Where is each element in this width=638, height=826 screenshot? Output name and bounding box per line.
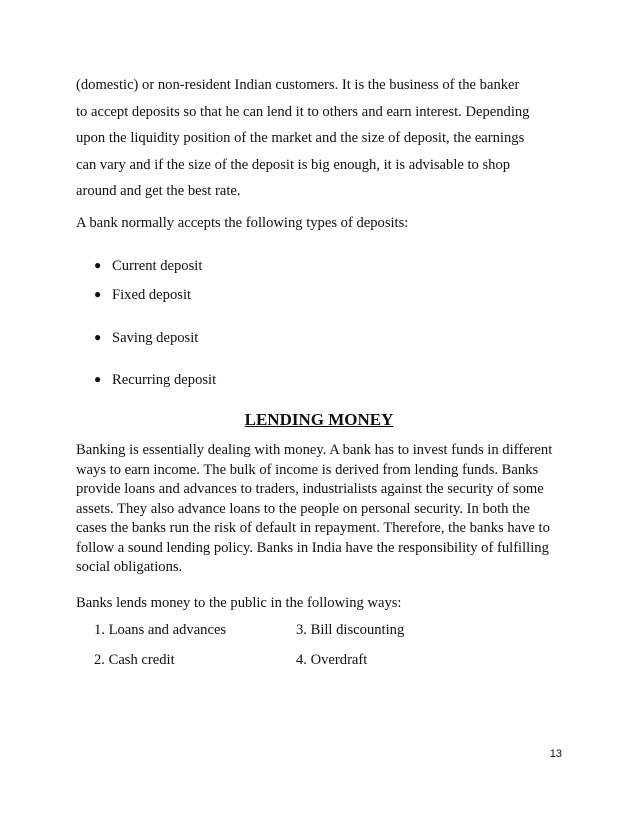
text-line: social obligations. — [76, 559, 183, 575]
lending-paragraph — [76, 441, 562, 578]
list-item — [94, 287, 191, 304]
section-heading: LENDING MONEY — [244, 410, 394, 429]
lending-way-item: 3. Bill discounting — [296, 622, 405, 638]
text-line: Banking is essentially dealing with money. A bank has to invest funds in different — [76, 442, 553, 458]
text-line: around and get the best rate. — [76, 183, 241, 199]
bullet-icon: ● — [94, 258, 102, 272]
lending-ways-intro: Banks lends money to the public in the following ways: — [76, 595, 402, 611]
text-line: assets. They also advance loans to the people on personal security. In both the — [76, 500, 530, 517]
text-line: ways to earn income. The bulk of income is derived from lending funds. Banks — [76, 461, 539, 478]
deposits-paragraph — [76, 72, 546, 205]
lending-way-item: 2. Cash credit — [94, 652, 175, 668]
list-item — [94, 372, 216, 389]
lending-way-item: 4. Overdraft — [296, 652, 368, 668]
list-item-label: Saving deposit — [112, 330, 199, 346]
lending-way-item: 1. Loans and advances — [94, 622, 227, 638]
list-item-label: Fixed deposit — [112, 287, 192, 303]
bullet-icon: ● — [94, 330, 102, 344]
text-line: upon the liquidity position of the market and the size of deposit, the earnings — [76, 130, 525, 146]
deposit-types-intro: A bank normally accepts the following types of deposits: — [76, 215, 409, 231]
page-number: 13 — [549, 748, 562, 760]
text-line: (domestic) or non-resident Indian customers. It is the business of the banker — [76, 77, 520, 93]
list-item — [94, 258, 202, 275]
text-line: cases the banks run the risk of default in repayment. Therefore, the banks have to — [76, 520, 550, 536]
text-line: to accept deposits so that he can lend it to others and earn interest. Depending — [76, 103, 530, 120]
list-item — [94, 330, 198, 347]
text-line: can vary and if the size of the deposit is big enough, it is advisable to shop — [76, 156, 511, 173]
text-line: provide loans and advances to traders, industrialists against the security of some — [76, 481, 544, 497]
list-item-label: Recurring deposit — [112, 372, 217, 388]
bullet-icon: ● — [94, 287, 102, 301]
list-item-label: Current deposit — [112, 258, 203, 274]
bullet-icon: ● — [94, 372, 102, 386]
text-line: follow a sound lending policy. Banks in India have the responsibility of fulfilling — [76, 539, 549, 556]
